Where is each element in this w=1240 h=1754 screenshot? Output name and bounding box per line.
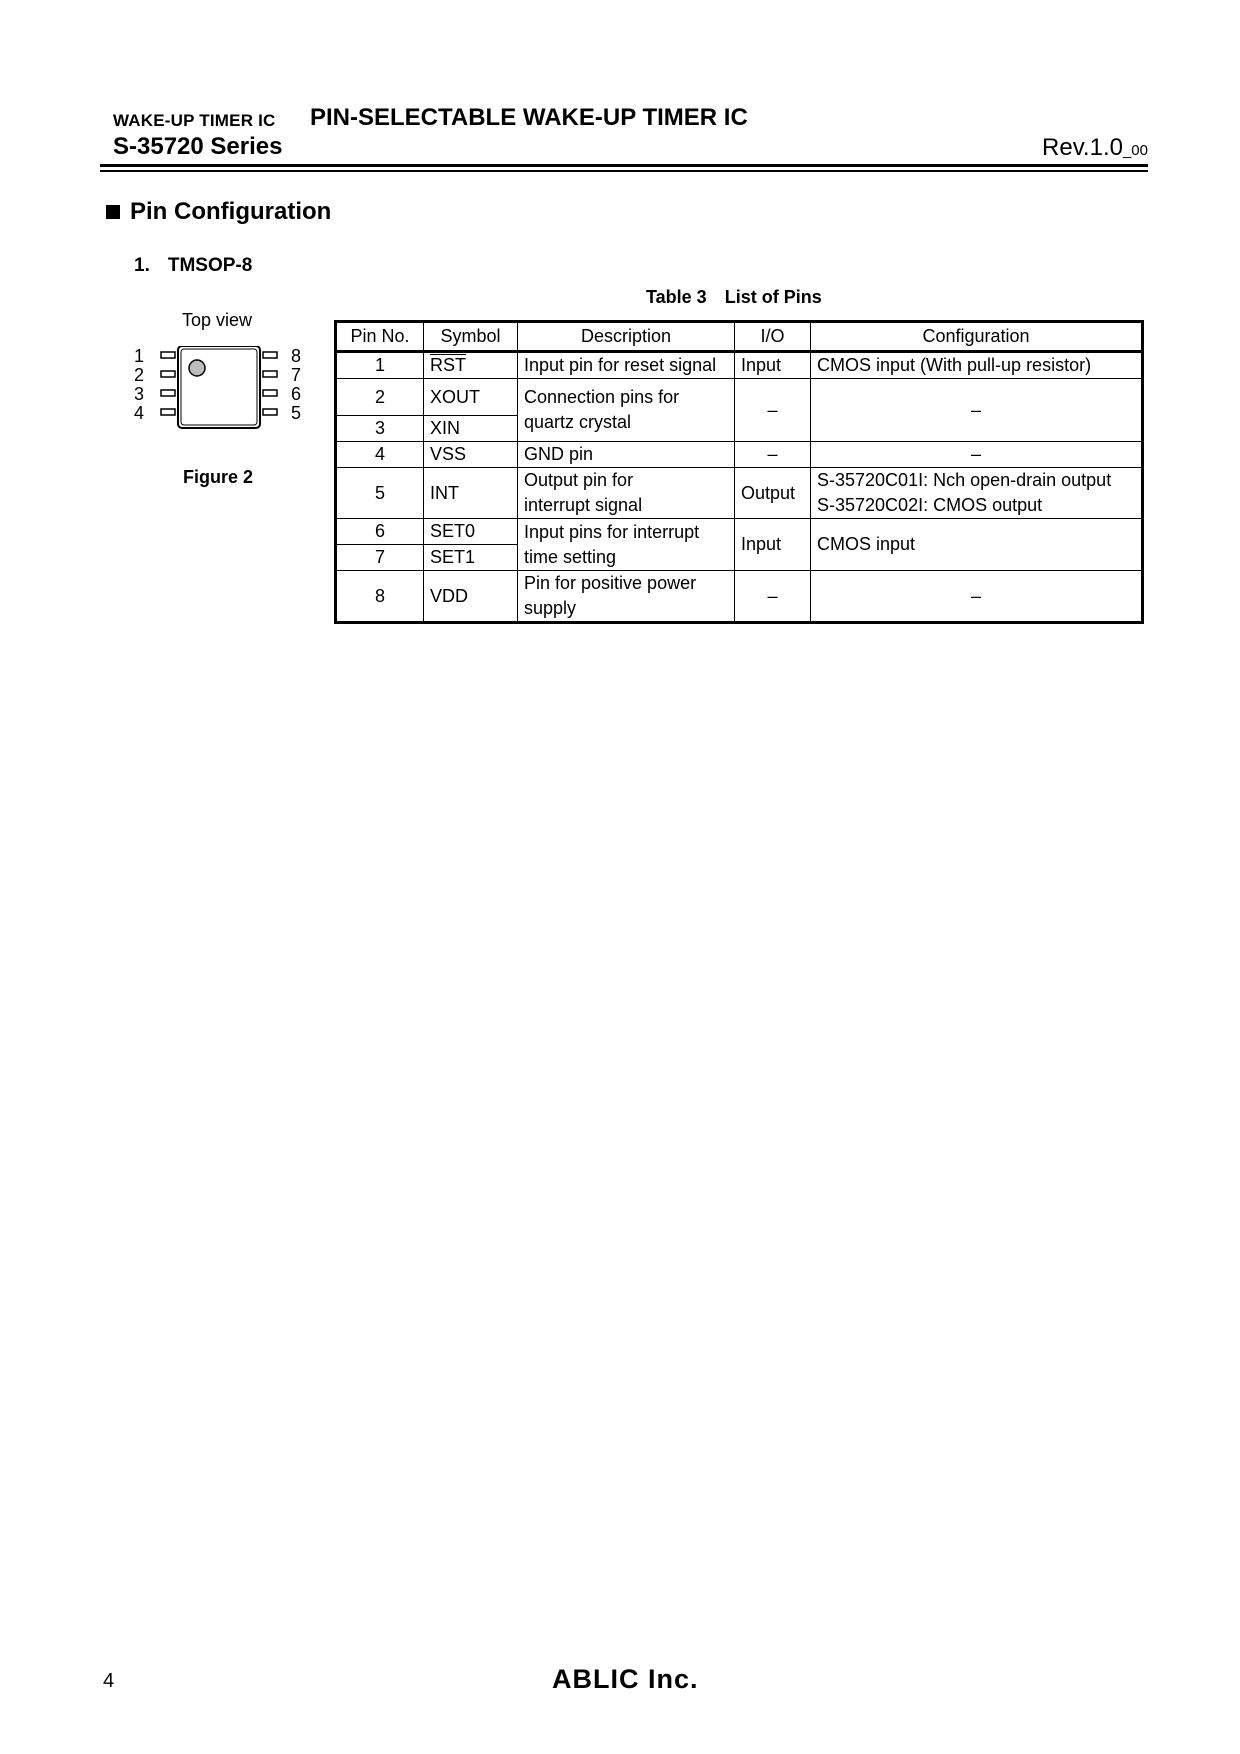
- pin-configuration: CMOS input (With pull-up resistor): [811, 352, 1143, 379]
- header-rule-thick: [100, 164, 1148, 167]
- header-pin-no: Pin No.: [336, 322, 424, 352]
- pin1-marker-icon: [189, 360, 205, 376]
- pin-symbol: SET1: [424, 545, 518, 571]
- page-number: 4: [103, 1670, 115, 1692]
- pin-symbol: XIN: [424, 416, 518, 442]
- pin-label-right-8: 8: [291, 346, 302, 366]
- sub-heading-title: TMSOP-8: [167, 255, 253, 276]
- pin-description: [518, 379, 735, 442]
- package-body-inner: [181, 349, 257, 425]
- pin-io: Output: [735, 468, 811, 519]
- pin-symbol: [424, 352, 518, 379]
- pin-label-right-7: 7: [291, 365, 302, 385]
- pin-configuration: –: [811, 379, 1143, 442]
- pin-number: 2: [336, 379, 424, 416]
- pin-label-left-1: 1: [134, 346, 145, 366]
- pin-label-right-6: 6: [291, 384, 302, 404]
- description-line: supply: [524, 598, 577, 618]
- table-header-row: [336, 322, 1143, 352]
- revision-sub: _00: [1122, 142, 1148, 159]
- pin-number: 8: [336, 571, 424, 623]
- header-symbol: Symbol: [424, 322, 518, 352]
- configuration-line: S-35720C02I: CMOS output: [817, 495, 1043, 515]
- header-series: S-35720 Series: [113, 133, 283, 160]
- header-title: PIN-SELECTABLE WAKE-UP TIMER IC: [310, 104, 748, 131]
- sub-heading-number: 1.: [134, 255, 150, 276]
- pin-lead-6: [263, 390, 277, 396]
- pin-description: [518, 571, 735, 623]
- pin-label-right-5: 5: [291, 403, 302, 423]
- table-caption-title: List of Pins: [724, 287, 822, 307]
- table-row: [336, 352, 1143, 379]
- pin-label-left-2: 2: [134, 365, 145, 385]
- top-view-label: Top view: [182, 310, 253, 330]
- description-line: time setting: [524, 546, 617, 567]
- table-row: [336, 571, 1143, 623]
- pin-number: 4: [336, 442, 424, 468]
- pin-number: 1: [336, 352, 424, 379]
- header-description: Description: [518, 322, 735, 352]
- pin-configuration: –: [811, 442, 1143, 468]
- pin-symbol: VDD: [424, 571, 518, 623]
- figure-caption: Figure 2: [183, 467, 254, 487]
- description-line: Connection pins for: [524, 387, 680, 407]
- pin-io: –: [735, 571, 811, 623]
- pin-io: –: [735, 442, 811, 468]
- description-line: Pin for positive power: [524, 573, 697, 593]
- pin-table: [334, 320, 1144, 624]
- pin-io: –: [735, 379, 811, 442]
- pin-io: Input: [735, 352, 811, 379]
- pin-label-left-4: 4: [134, 403, 145, 423]
- pin-lead-5: [263, 409, 277, 415]
- package-diagram: [126, 346, 316, 446]
- pin-number: 6: [336, 519, 424, 545]
- pin-configuration: [811, 468, 1143, 519]
- pin-description: [518, 468, 735, 519]
- section-title: Pin Configuration: [130, 198, 332, 225]
- pin-label-left-3: 3: [134, 384, 145, 404]
- description-line: Input pins for interrupt: [524, 521, 700, 542]
- table-row: [336, 379, 1143, 416]
- sub-heading: [134, 255, 252, 277]
- table-caption: [646, 287, 822, 308]
- table-caption-number: Table 3: [646, 287, 707, 307]
- pin-io: Input: [735, 519, 811, 571]
- pin-configuration: CMOS input: [811, 519, 1143, 571]
- description-line: interrupt signal: [524, 495, 643, 515]
- description-line: Output pin for: [524, 470, 634, 490]
- rst-symbol: $\overline{RST}$: [430, 355, 466, 375]
- header-revision: [1042, 134, 1148, 162]
- section-heading: [106, 198, 331, 226]
- header-configuration: Configuration: [811, 322, 1143, 352]
- pin-configuration: –: [811, 571, 1143, 623]
- pin-lead-4: [161, 409, 175, 415]
- pin-description: Input pin for reset signal: [518, 352, 735, 379]
- configuration-line: S-35720C01I: Nch open-drain output: [817, 470, 1112, 490]
- pin-symbol: XOUT: [424, 379, 518, 416]
- pin-lead-3: [161, 390, 175, 396]
- company-logo: ABLIC Inc.: [552, 1664, 699, 1694]
- header-category: WAKE-UP TIMER IC: [113, 111, 276, 130]
- pin-symbol: VSS: [424, 442, 518, 468]
- pin-lead-7: [263, 371, 277, 377]
- pin-number: 5: [336, 468, 424, 519]
- square-bullet-icon: [106, 205, 120, 219]
- pin-number: 3: [336, 416, 424, 442]
- pin-description: [518, 519, 735, 571]
- pin-number: 7: [336, 545, 424, 571]
- table-row: [336, 468, 1143, 519]
- pin-description: GND pin: [518, 442, 735, 468]
- pin-lead-1: [161, 352, 175, 358]
- pin-symbol: INT: [424, 468, 518, 519]
- header-io: I/O: [735, 322, 811, 352]
- pin-symbol: SET0: [424, 519, 518, 545]
- table-row: [336, 442, 1143, 468]
- description-line: quartz crystal: [524, 412, 632, 432]
- pin-lead-2: [161, 371, 175, 377]
- revision-main: Rev.1.0: [1042, 134, 1123, 161]
- pin-lead-8: [263, 352, 277, 358]
- table-row: [336, 519, 1143, 545]
- header-rule-thin: [100, 170, 1148, 172]
